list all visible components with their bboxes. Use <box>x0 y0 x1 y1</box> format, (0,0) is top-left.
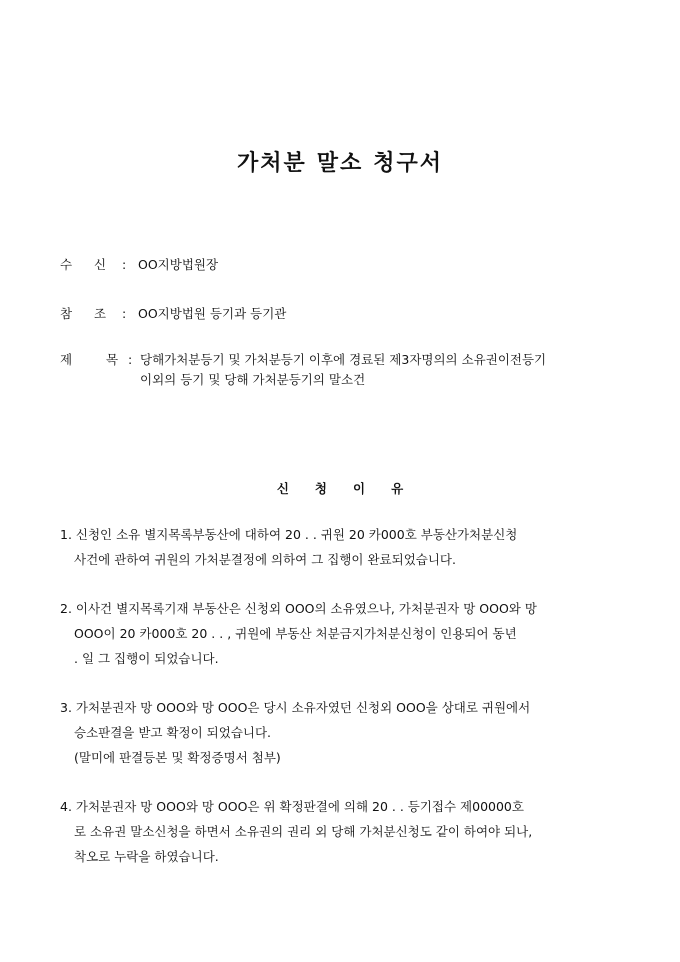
title-word-2: 말소 <box>316 150 364 176</box>
reference-value: OO지방법원 등기과 등기관 <box>138 306 287 321</box>
reason-1-line-1: 1. 신청인 소유 별지목록부동산에 대하여 20 . . 귀원 20 카000호 부동산가처분신청 <box>60 527 518 542</box>
reason-2-line-2: OOO이 20 카000호 20 . . , 귀원에 부동산 처분금지가처분신청이 인용되어 동년 <box>74 626 517 641</box>
reason-2-line-1: 2. 이사건 별지목록기재 부동산은 신청외 OOO의 소유였으나, 가처분권자 망 OOO와 망 <box>60 601 537 616</box>
reason-item-3 <box>60 695 622 770</box>
reference-field <box>60 304 286 324</box>
reason-item-2 <box>60 596 622 671</box>
recipient-field <box>60 255 218 275</box>
reason-item-4 <box>60 794 622 869</box>
reference-label-char-2: 조 <box>94 306 107 321</box>
subject-colon: : <box>128 352 133 367</box>
recipient-value: OO지방법원장 <box>138 257 219 272</box>
reference-label <box>60 304 122 324</box>
reason-3-line-2: 승소판결을 받고 확정이 되었습니다. <box>74 725 272 740</box>
recipient-label-char-2: 신 <box>94 257 107 272</box>
recipient-label-char-1: 수 <box>60 257 73 272</box>
reference-colon: : <box>122 306 127 321</box>
reference-label-char-1: 참 <box>60 306 73 321</box>
section-title-char-3: 이 <box>353 481 366 496</box>
reason-2-line-3: . 일 그 집행이 되었습니다. <box>74 651 219 666</box>
recipient-label <box>60 255 122 275</box>
section-title-char-1: 신 <box>276 481 289 496</box>
title-word-1: 가처분 <box>236 150 307 176</box>
section-title-char-4: 유 <box>391 481 404 496</box>
reason-4-line-1: 4. 가처분권자 망 OOO와 망 OOO은 위 확정판결에 의해 20 . . 등기접수 제00000호 <box>60 799 524 814</box>
reason-4-line-3: 착오로 누락을 하였습니다. <box>74 849 219 864</box>
reason-4-line-2: 로 소유권 말소신청을 하면서 소유권의 권리 외 당해 가처분신청도 같이 하여야 되나, <box>74 824 533 839</box>
subject-value-line-2: 이외의 등기 및 당해 가처분등기의 말소건 <box>140 372 366 387</box>
section-title-char-2: 청 <box>314 481 327 496</box>
subject-label-char-2: 목 <box>106 352 119 367</box>
reason-item-1 <box>60 522 622 572</box>
recipient-colon: : <box>122 257 127 272</box>
reason-3-line-1: 3. 가처분권자 망 OOO와 망 OOO은 당시 소유자였던 신청외 OOO을 상대로 귀원에서 <box>60 700 531 715</box>
title-word-3: 청구서 <box>373 150 444 176</box>
subject-label-char-1: 제 <box>60 352 73 367</box>
reason-3-line-3: (말미에 판결등본 및 확정증명서 첨부) <box>74 750 281 765</box>
reason-1-line-2: 사건에 관하여 귀원의 가처분결정에 의하여 그 집행이 완료되었습니다. <box>74 552 456 567</box>
subject-label <box>60 350 128 370</box>
subject-field <box>60 350 547 387</box>
section-title-reasons <box>0 479 680 497</box>
subject-value-line-1: 당해가처분등기 및 가처분등기 이후에 경료된 제3자명의의 소유권이전등기 <box>140 352 547 367</box>
document-title <box>0 146 680 177</box>
